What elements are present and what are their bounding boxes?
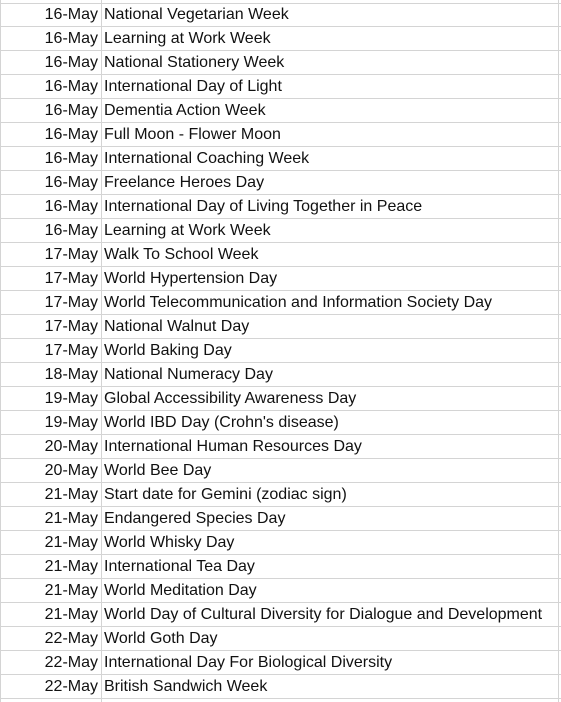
event-cell[interactable]: International Coaching Week [104, 150, 310, 167]
date-cell[interactable]: 16-May [44, 150, 98, 167]
table-row [0, 579, 561, 603]
table-row [0, 675, 561, 699]
date-cell[interactable]: 22-May [44, 630, 98, 647]
event-cell[interactable]: International Day of Light [104, 78, 282, 95]
date-cell[interactable]: 18-May [44, 366, 98, 383]
date-cell[interactable]: 21-May [44, 606, 98, 623]
date-cell[interactable]: 16-May [44, 30, 98, 47]
table-row [0, 3, 561, 27]
date-cell[interactable]: 21-May [44, 582, 98, 599]
date-cell[interactable]: 21-May [44, 534, 98, 551]
table-row [0, 603, 561, 627]
date-cell[interactable]: 22-May [44, 678, 98, 695]
date-cell[interactable]: 20-May [44, 462, 98, 479]
table-body [0, 3, 561, 699]
date-cell[interactable]: 17-May [44, 246, 98, 263]
table-row [0, 75, 561, 99]
table-row [0, 315, 561, 339]
event-cell[interactable]: Walk To School Week [104, 246, 259, 263]
table-row [0, 99, 561, 123]
table-row [0, 219, 561, 243]
event-cell[interactable]: International Day of Living Together in Peace [104, 198, 423, 215]
event-cell[interactable]: National Walnut Day [104, 318, 250, 335]
table-row [0, 627, 561, 651]
event-cell[interactable]: Start date for Gemini (zodiac sign) [104, 486, 347, 503]
event-cell[interactable]: International Tea Day [104, 558, 255, 575]
table-row [0, 51, 561, 75]
event-cell[interactable]: National Stationery Week [104, 54, 285, 71]
table-row [0, 387, 561, 411]
date-cell[interactable]: 20-May [44, 438, 98, 455]
event-cell[interactable]: World Whisky Day [104, 534, 235, 551]
date-cell[interactable]: 16-May [44, 126, 98, 143]
table-row [0, 123, 561, 147]
date-cell[interactable]: 21-May [44, 486, 98, 503]
date-cell[interactable]: 17-May [44, 270, 98, 287]
table-row [0, 651, 561, 675]
table-row [0, 555, 561, 579]
event-cell[interactable]: National Vegetarian Week [104, 6, 289, 23]
table-row [0, 339, 561, 363]
event-cell[interactable]: British Sandwich Week [104, 678, 268, 695]
event-cell[interactable]: Global Accessibility Awareness Day [104, 390, 357, 407]
event-cell[interactable]: International Human Resources Day [104, 438, 362, 455]
date-cell[interactable]: 17-May [44, 342, 98, 359]
event-cell[interactable]: World Telecommunication and Information Society Day [104, 294, 493, 311]
date-cell[interactable]: 16-May [44, 54, 98, 71]
event-cell[interactable]: World Goth Day [104, 630, 218, 647]
table-row [0, 483, 561, 507]
event-cell[interactable]: International Day For Biological Diversity [104, 654, 393, 671]
date-cell[interactable]: 16-May [44, 78, 98, 95]
date-cell[interactable]: 19-May [44, 390, 98, 407]
table-row [0, 435, 561, 459]
event-cell[interactable]: World Baking Day [104, 342, 232, 359]
date-cell[interactable]: 16-May [44, 102, 98, 119]
event-cell[interactable]: Dementia Action Week [104, 102, 266, 119]
table-row [0, 147, 561, 171]
table-row [0, 411, 561, 435]
date-cell[interactable]: 16-May [44, 198, 98, 215]
event-cell[interactable]: World IBD Day (Crohn's disease) [104, 414, 339, 431]
event-cell[interactable]: Freelance Heroes Day [104, 174, 265, 191]
table-row [0, 531, 561, 555]
event-cell[interactable]: World Meditation Day [104, 582, 257, 599]
table-row [0, 363, 561, 387]
table-row [0, 267, 561, 291]
table-row [0, 27, 561, 51]
date-cell[interactable]: 19-May [44, 414, 98, 431]
table-row [0, 459, 561, 483]
event-cell[interactable]: Full Moon - Flower Moon [104, 126, 281, 143]
table-row [0, 195, 561, 219]
date-cell[interactable]: 17-May [44, 294, 98, 311]
table-row [0, 171, 561, 195]
date-cell[interactable]: 16-May [44, 174, 98, 191]
table-row [0, 243, 561, 267]
event-cell[interactable]: National Numeracy Day [104, 366, 273, 383]
date-cell[interactable]: 21-May [44, 558, 98, 575]
date-cell[interactable]: 16-May [44, 6, 98, 23]
date-cell[interactable]: 21-May [44, 510, 98, 527]
table-row [0, 291, 561, 315]
event-cell[interactable]: Learning at Work Week [104, 222, 271, 239]
event-cell[interactable]: Learning at Work Week [104, 30, 271, 47]
event-cell[interactable]: Endangered Species Day [104, 510, 286, 527]
date-cell[interactable]: 16-May [44, 222, 98, 239]
table-row [0, 507, 561, 531]
date-cell[interactable]: 22-May [44, 654, 98, 671]
event-cell[interactable]: World Day of Cultural Diversity for Dialogue and Development [104, 606, 543, 623]
event-cell[interactable]: World Hypertension Day [104, 270, 278, 287]
date-cell[interactable]: 17-May [44, 318, 98, 335]
event-cell[interactable]: World Bee Day [104, 462, 212, 479]
